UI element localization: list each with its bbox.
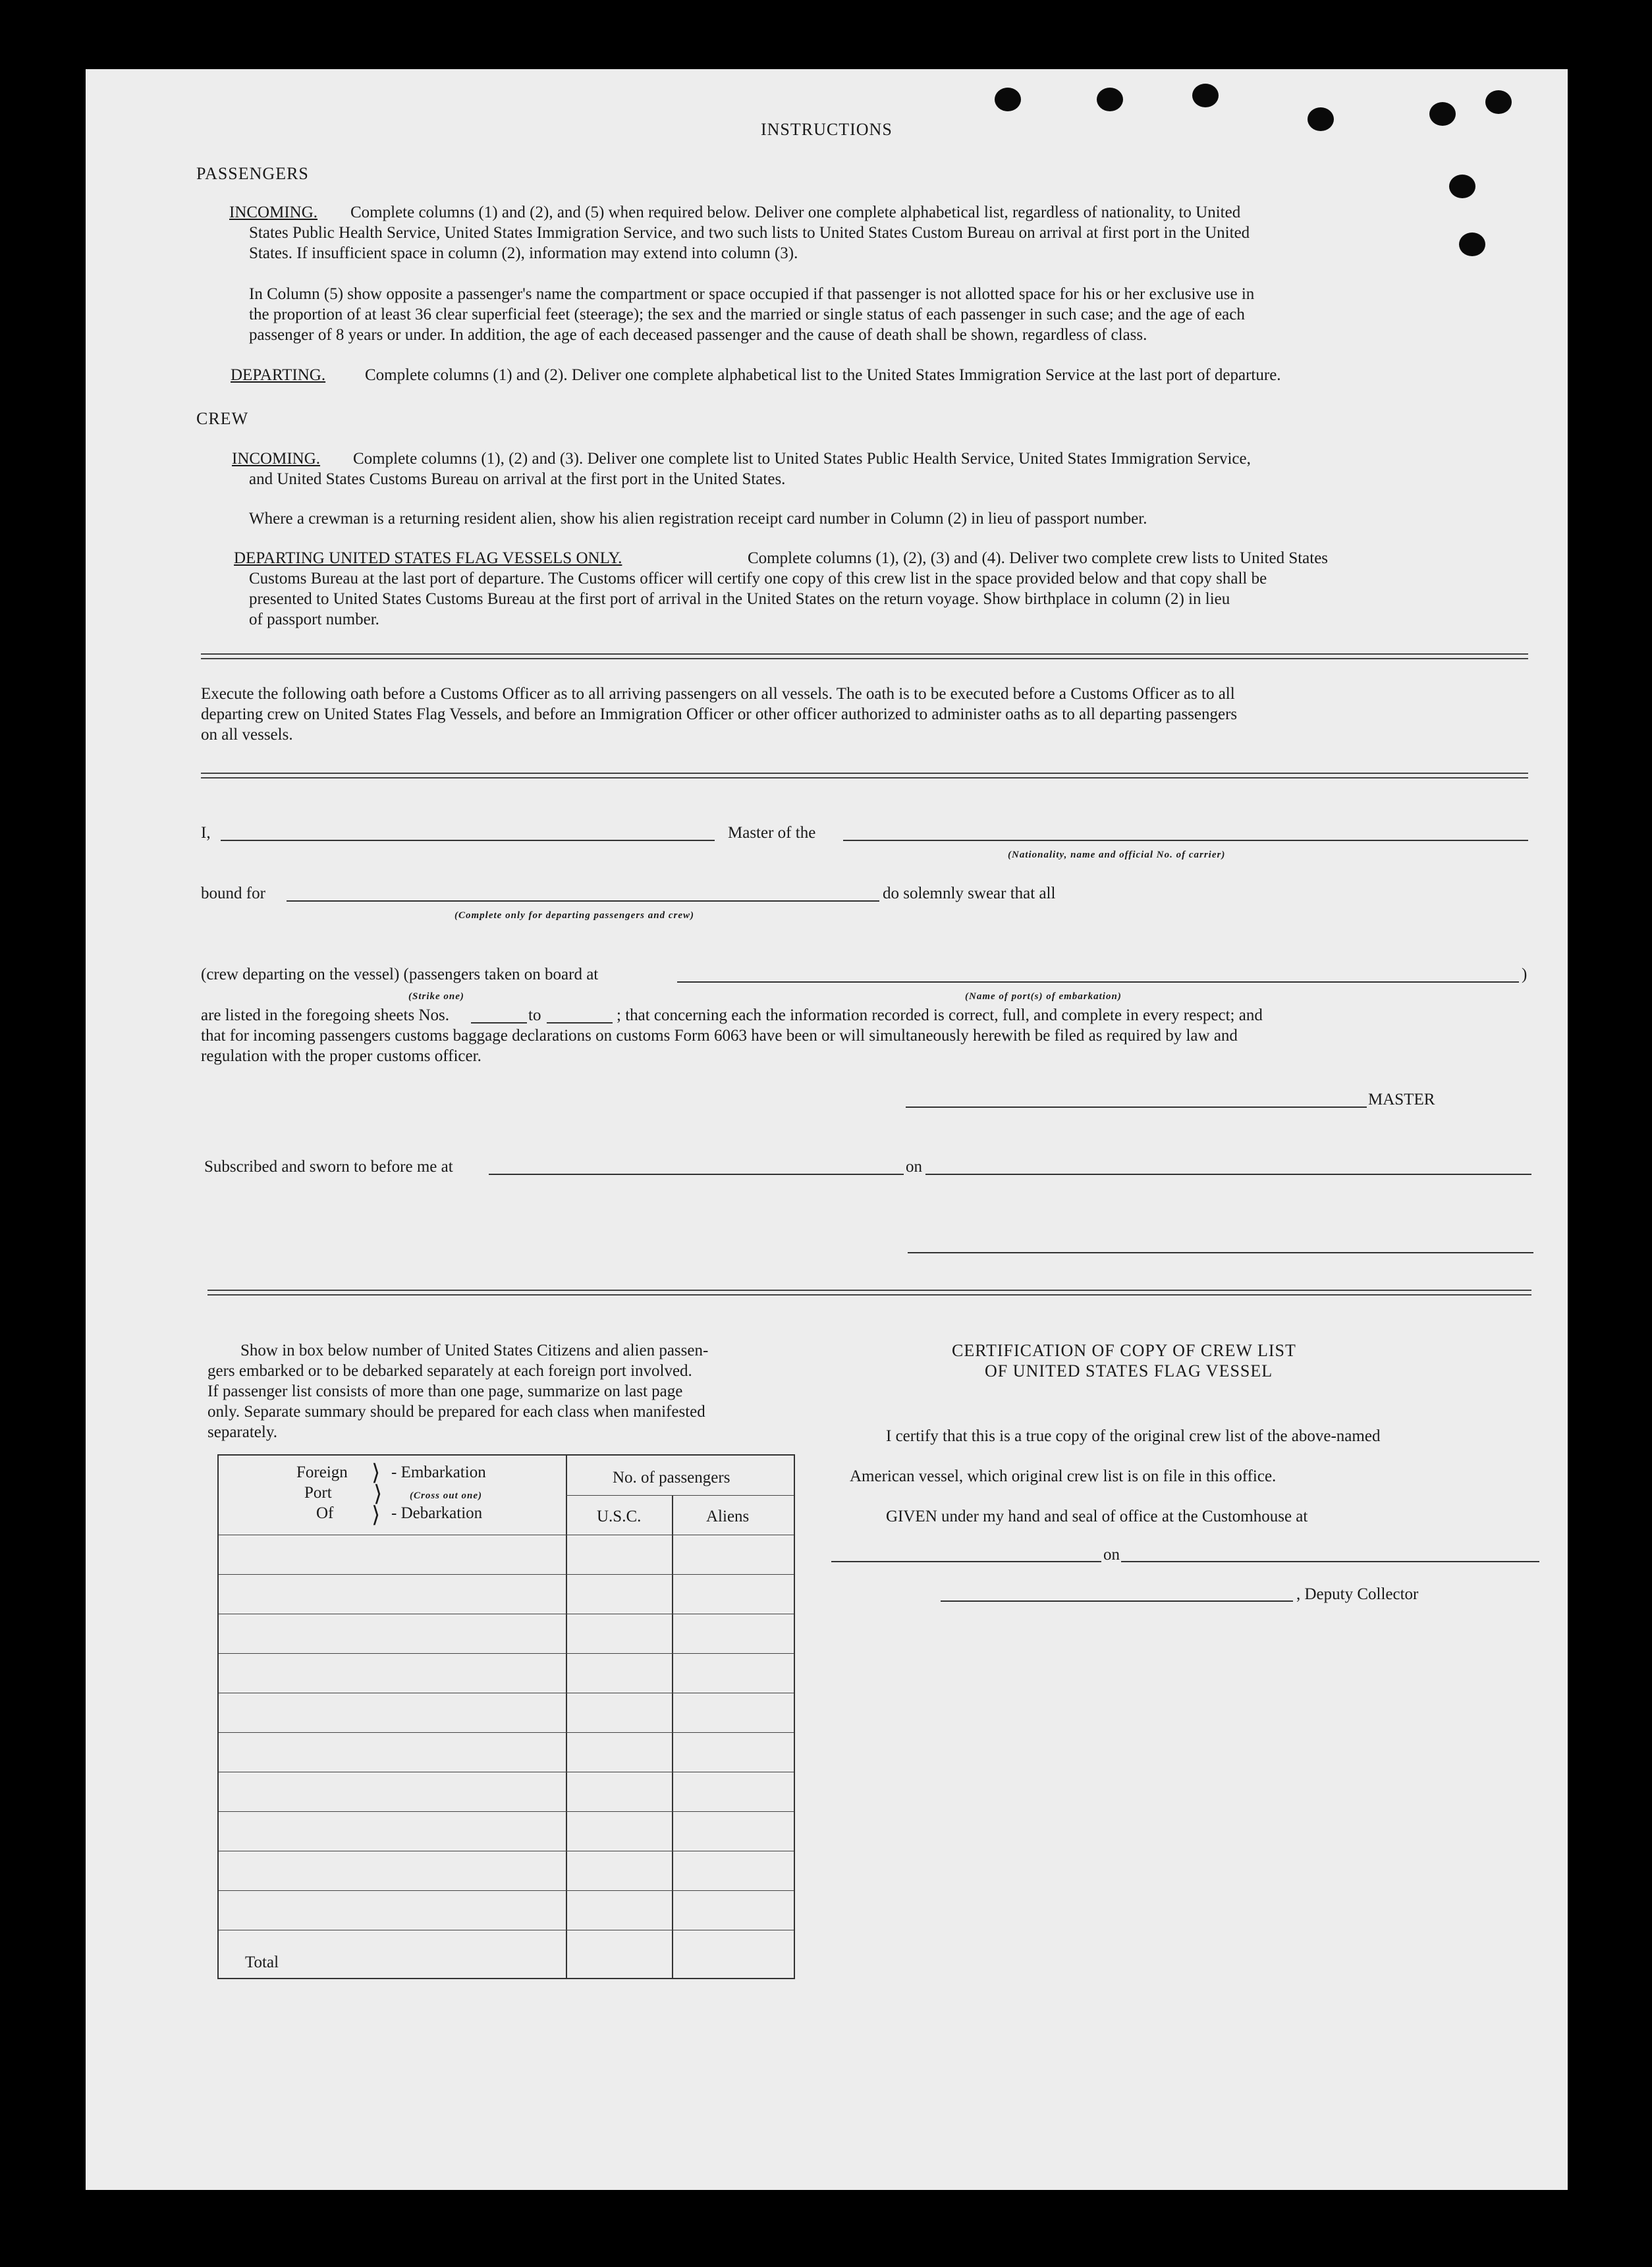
- table-row[interactable]: [219, 1574, 794, 1575]
- bound-for-label: bound for: [201, 885, 265, 902]
- sheet-to-field[interactable]: [547, 1022, 613, 1024]
- punch-hole: [995, 88, 1021, 111]
- aliens-header: Aliens: [706, 1508, 750, 1525]
- certification-text: GIVEN under my hand and seal of office at the Customhouse at: [886, 1508, 1308, 1525]
- column5-text: In Column (5) show opposite a passenger's name the compartment or space occupied if that passenger is not allotted space for his or her exclusive use in: [249, 285, 1255, 303]
- cross-out-hint: (Cross out one): [410, 1490, 483, 1501]
- bracket-glyph: ⟩: [372, 1461, 381, 1485]
- oath-intro-text: departing crew on United States Flag Vessels, and before an Immigration Officer or other officer authorized to administer oaths as to all departing passengers: [201, 705, 1238, 723]
- strike-hint: (Strike one): [408, 991, 464, 1002]
- punch-hole: [1097, 88, 1123, 111]
- master-label: MASTER: [1368, 1091, 1435, 1108]
- listed-suffix: ; that concerning each the information recorded is correct, full, and complete in every respect; and: [617, 1006, 1263, 1024]
- listed-prefix: are listed in the foregoing sheets Nos.: [201, 1006, 449, 1024]
- table-row[interactable]: [219, 1890, 794, 1891]
- oath-intro-text: on all vessels.: [201, 726, 293, 744]
- to-label: to: [528, 1006, 541, 1024]
- oath-text: that for incoming passengers customs baggage declarations on customs Form 6063 have been or will simultaneously herewith be filed as required by law and: [201, 1027, 1238, 1045]
- crew-departing-label: DEPARTING UNITED STATES FLAG VESSELS ONLY.: [234, 549, 622, 567]
- summary-text: separately.: [207, 1423, 277, 1441]
- embarkation-port-field[interactable]: [677, 981, 1519, 983]
- swear-label: do solemnly swear that all: [883, 885, 1056, 902]
- on-label: on: [906, 1158, 922, 1176]
- page-title: INSTRUCTIONS: [761, 120, 893, 139]
- divider: [207, 1290, 1531, 1296]
- table-col-divider: [566, 1456, 567, 1978]
- bound-for-hint: (Complete only for departing passengers and crew): [454, 910, 694, 921]
- certification-text: American vessel, which original crew list is on file in this office.: [850, 1467, 1277, 1485]
- port-hint: (Name of port(s) of embarkation): [965, 991, 1122, 1002]
- oath-i-label: I,: [201, 824, 211, 842]
- passengers-incoming-text: States Public Health Service, United States Immigration Service, and two such lists to United States Custom Bureau on arrival at first port in the United: [249, 224, 1250, 242]
- summary-text: gers embarked or to be debarked separately at each foreign port involved.: [207, 1362, 692, 1380]
- certification-title: CERTIFICATION OF COPY OF CREW LIST: [952, 1341, 1296, 1360]
- form-page: [86, 69, 1568, 2190]
- debarkation-label: - Debarkation: [391, 1504, 483, 1522]
- passengers-incoming-label: INCOMING.: [229, 204, 318, 221]
- carrier-hint: (Nationality, name and official No. of carrier): [1008, 850, 1226, 860]
- officer-signature-field[interactable]: [908, 1252, 1533, 1253]
- table-row[interactable]: [219, 1732, 794, 1733]
- cert-date-field[interactable]: [1121, 1561, 1539, 1562]
- no-of-passengers-header: No. of passengers: [613, 1469, 730, 1487]
- of-label: Of: [316, 1504, 334, 1522]
- port-label: Port: [304, 1484, 332, 1502]
- embarkation-label: - Embarkation: [391, 1463, 486, 1481]
- table-header-divider: [566, 1495, 794, 1496]
- total-label: Total: [245, 1953, 279, 1971]
- oath-text: regulation with the proper customs officer.: [201, 1047, 482, 1065]
- crew-incoming-label: INCOMING.: [232, 450, 321, 468]
- punch-hole: [1429, 102, 1456, 126]
- bracket-glyph: ⟩: [373, 1482, 383, 1506]
- oath-intro-text: Execute the following oath before a Customs Officer as to all arriving passengers on all vessels. The oath is to be executed before a Customs Officer as to all: [201, 685, 1235, 703]
- crew-departing-text: of passport number.: [249, 611, 379, 628]
- certification-title: OF UNITED STATES FLAG VESSEL: [985, 1361, 1273, 1380]
- section-heading-passengers: PASSENGERS: [196, 164, 309, 183]
- cert-on-label: on: [1103, 1546, 1120, 1564]
- sworn-place-field[interactable]: [489, 1174, 904, 1175]
- punch-hole: [1192, 84, 1219, 107]
- passengers-incoming-text: Complete columns (1) and (2), and (5) when required below. Deliver one complete alphabetical list, regardless of nationality, to United: [350, 204, 1241, 221]
- summary-text: Show in box below number of United States Citizens and alien passen-: [240, 1342, 709, 1359]
- passengers-departing-text: Complete columns (1) and (2). Deliver one complete alphabetical list to the United States Immigration Service at the last port of departure.: [365, 366, 1281, 384]
- foreign-label: Foreign: [296, 1463, 348, 1481]
- column5-text: the proportion of at least 36 clear superficial feet (steerage); the sex and the married or single status of each passenger in such case; and the age of each: [249, 306, 1245, 323]
- sworn-date-field[interactable]: [925, 1174, 1531, 1175]
- passengers-incoming-text: States. If insufficient space in column (2), information may extend into column (3).: [249, 244, 798, 262]
- punch-hole: [1485, 90, 1512, 114]
- crew-incoming-text: and United States Customs Bureau on arrival at the first port in the United States.: [249, 470, 786, 488]
- crew-resident-text: Where a crewman is a returning resident alien, show his alien registration receipt card number in Column (2) in lieu of passport number.: [249, 510, 1147, 528]
- crew-departing-text: Customs Bureau at the last port of departure. The Customs officer will certify one copy of this crew list in the space provided below and that copy shall be: [249, 570, 1267, 587]
- bracket-glyph: ⟩: [372, 1503, 381, 1527]
- subscribed-label: Subscribed and sworn to before me at: [204, 1158, 453, 1176]
- passenger-summary-table: [217, 1454, 795, 1979]
- bound-for-field[interactable]: [287, 900, 879, 902]
- deputy-collector-label: , Deputy Collector: [1296, 1585, 1419, 1603]
- crew-passengers-label: (crew departing on the vessel) (passengers taken on board at: [201, 966, 599, 983]
- carrier-field[interactable]: [843, 840, 1528, 841]
- customhouse-field[interactable]: [831, 1561, 1101, 1562]
- divider: [201, 773, 1528, 778]
- master-signature-field[interactable]: [906, 1106, 1367, 1108]
- crew-incoming-text: Complete columns (1), (2) and (3). Deliver one complete list to United States Public Health Service, United States Immigration Service,: [353, 450, 1251, 468]
- section-heading-crew: CREW: [196, 409, 249, 428]
- crew-departing-text: Complete columns (1), (2), (3) and (4). Deliver two complete crew lists to United States: [748, 549, 1329, 567]
- punch-hole: [1308, 107, 1334, 131]
- close-paren: ): [1522, 966, 1528, 983]
- passengers-departing-label: DEPARTING.: [231, 366, 326, 384]
- table-row[interactable]: [219, 1811, 794, 1812]
- crew-departing-text: presented to United States Customs Bureau at the first port of arrival in the United States on the return voyage. Show birthplace in column (2) in lieu: [249, 590, 1230, 608]
- divider: [201, 653, 1528, 659]
- table-col-divider: [672, 1495, 673, 1978]
- table-row[interactable]: [219, 1653, 794, 1654]
- master-name-field[interactable]: [221, 840, 715, 841]
- deputy-collector-signature-field[interactable]: [941, 1600, 1293, 1602]
- summary-text: If passenger list consists of more than one page, summarize on last page: [207, 1382, 683, 1400]
- column5-text: passenger of 8 years or under. In addition, the age of each deceased passenger and the cause of death shall be shown, regardless of class.: [249, 326, 1147, 344]
- master-of-the-label: Master of the: [728, 824, 816, 842]
- sheet-from-field[interactable]: [471, 1022, 527, 1024]
- usc-header: U.S.C.: [597, 1508, 642, 1525]
- punch-hole: [1449, 175, 1475, 198]
- summary-text: only. Separate summary should be prepared for each class when manifested: [207, 1403, 705, 1421]
- certification-text: I certify that this is a true copy of the original crew list of the above-named: [886, 1427, 1381, 1445]
